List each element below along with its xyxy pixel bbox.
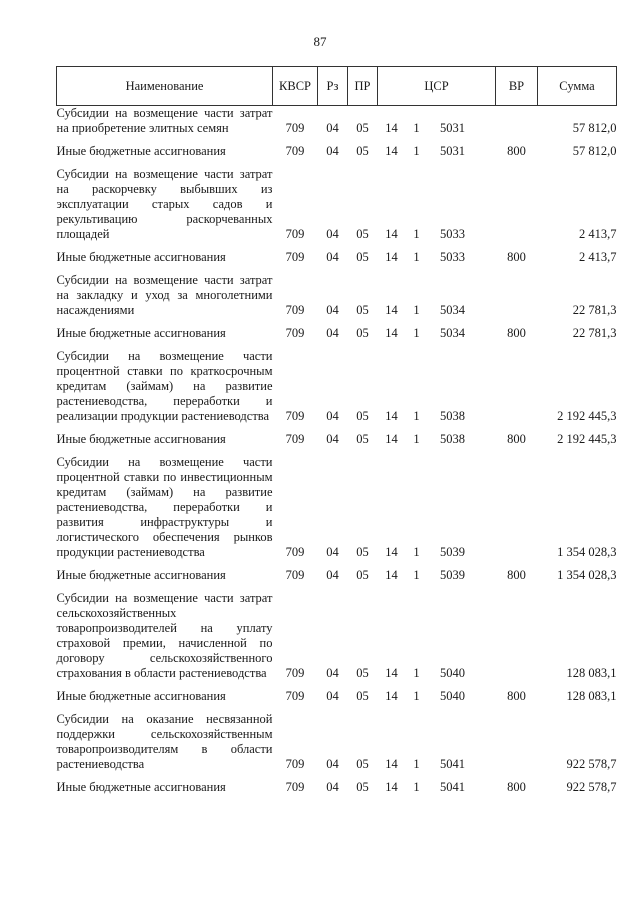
row-kvsr: 709	[285, 757, 305, 771]
row-csr-subprogram: 1	[413, 780, 420, 794]
row-rz: 04	[326, 780, 339, 794]
row-sum: 2 192 445,3	[557, 432, 617, 446]
row-csr-subprogram: 1	[413, 227, 420, 241]
row-kvsr: 709	[285, 780, 305, 794]
table-header-row	[57, 67, 617, 106]
row-csr-program: 14	[385, 568, 398, 582]
row-csr	[378, 250, 496, 265]
row-vr	[496, 167, 538, 242]
table-row	[57, 780, 617, 795]
row-sum: 922 578,7	[566, 757, 617, 771]
header-pr: ПР	[348, 67, 378, 106]
row-vr: 800	[507, 250, 526, 264]
row-csr-code: 5033	[440, 227, 465, 241]
row-csr-program: 14	[385, 227, 398, 241]
row-csr-program: 14	[385, 303, 398, 317]
row-csr-subprogram: 1	[413, 545, 420, 559]
row-spacer	[57, 772, 617, 780]
row-csr-code: 5041	[440, 780, 465, 794]
row-name: Субсидии на возмещение части затрат на приобретение элитных семян	[56, 106, 273, 135]
row-csr-subprogram: 1	[413, 757, 420, 771]
row-kvsr: 709	[285, 666, 305, 680]
row-spacer	[57, 318, 617, 326]
row-kvsr: 709	[285, 227, 305, 241]
table-row	[57, 455, 617, 560]
row-pr: 05	[356, 144, 369, 158]
row-spacer	[57, 136, 617, 144]
row-sum: 2 192 445,3	[557, 409, 617, 423]
row-rz: 04	[326, 409, 339, 423]
row-kvsr: 709	[285, 689, 305, 703]
row-csr	[378, 780, 496, 795]
row-sum: 1 354 028,3	[557, 568, 617, 582]
row-kvsr: 709	[285, 432, 305, 446]
row-csr	[378, 106, 496, 137]
row-name: Иные бюджетные ассигнования	[56, 689, 226, 703]
header-rz: Рз	[318, 67, 348, 106]
row-csr-program: 14	[385, 666, 398, 680]
row-csr-subprogram: 1	[413, 666, 420, 680]
row-csr-subprogram: 1	[413, 303, 420, 317]
row-name: Субсидии на возмещение части затрат на закладку и уход за многолетними насаждениями	[56, 273, 273, 317]
row-vr	[496, 591, 538, 681]
row-pr: 05	[356, 666, 369, 680]
header-vr: ВР	[496, 67, 538, 106]
row-sum: 22 781,3	[572, 326, 617, 340]
row-rz: 04	[326, 250, 339, 264]
page-number: 87	[313, 34, 327, 49]
row-csr	[378, 591, 496, 681]
row-rz: 04	[326, 326, 339, 340]
row-csr-subprogram: 1	[413, 432, 420, 446]
row-vr: 800	[507, 689, 526, 703]
row-csr	[378, 326, 496, 341]
row-sum: 22 781,3	[572, 303, 617, 317]
header-kvsr: КВСР	[273, 67, 318, 106]
row-vr: 800	[507, 780, 526, 794]
row-rz: 04	[326, 227, 339, 241]
row-name: Иные бюджетные ассигнования	[56, 144, 226, 158]
row-csr	[378, 349, 496, 424]
row-spacer	[57, 242, 617, 250]
row-csr-code: 5039	[440, 545, 465, 559]
row-csr	[378, 432, 496, 447]
row-csr-subprogram: 1	[413, 409, 420, 423]
row-csr-code: 5040	[440, 666, 465, 680]
row-csr-code: 5038	[440, 432, 465, 446]
row-vr	[496, 273, 538, 318]
row-csr-program: 14	[385, 250, 398, 264]
row-csr	[378, 167, 496, 242]
row-spacer	[57, 560, 617, 568]
budget-table	[56, 66, 617, 795]
row-sum: 128 083,1	[566, 666, 617, 680]
row-name: Субсидии на возмещение части затрат сельскохозяйственных товаропроизводителей на уплату страховой премии, начисленной по договору сельскохозяйственного страхования в области растениеводства	[56, 591, 273, 680]
row-sum: 2 413,7	[579, 227, 617, 241]
row-vr	[496, 349, 538, 424]
table-row	[57, 167, 617, 242]
row-csr-code: 5040	[440, 689, 465, 703]
row-csr	[378, 568, 496, 583]
row-rz: 04	[326, 303, 339, 317]
row-name: Иные бюджетные ассигнования	[56, 432, 226, 446]
row-sum: 1 354 028,3	[557, 545, 617, 559]
row-rz: 04	[326, 568, 339, 582]
row-kvsr: 709	[285, 303, 305, 317]
row-kvsr: 709	[285, 250, 305, 264]
row-rz: 04	[326, 545, 339, 559]
row-spacer	[57, 265, 617, 273]
row-csr-program: 14	[385, 689, 398, 703]
table-row	[57, 689, 617, 704]
row-csr	[378, 144, 496, 159]
row-spacer	[57, 681, 617, 689]
header-name: Наименование	[57, 67, 273, 106]
row-rz: 04	[326, 121, 339, 135]
table-row	[57, 568, 617, 583]
row-vr	[496, 712, 538, 772]
row-pr: 05	[356, 250, 369, 264]
row-kvsr: 709	[285, 121, 305, 135]
row-spacer	[57, 424, 617, 432]
row-csr-program: 14	[385, 757, 398, 771]
row-rz: 04	[326, 757, 339, 771]
row-sum: 2 413,7	[579, 250, 617, 264]
table-row	[57, 591, 617, 681]
row-spacer	[57, 583, 617, 591]
row-name: Иные бюджетные ассигнования	[56, 326, 226, 340]
row-pr: 05	[356, 326, 369, 340]
row-csr-subprogram: 1	[413, 568, 420, 582]
row-csr	[378, 455, 496, 560]
row-csr-program: 14	[385, 780, 398, 794]
row-pr: 05	[356, 432, 369, 446]
row-csr-code: 5034	[440, 303, 465, 317]
row-vr: 800	[507, 432, 526, 446]
row-sum: 57 812,0	[572, 144, 617, 158]
row-pr: 05	[356, 689, 369, 703]
row-name: Иные бюджетные ассигнования	[56, 780, 226, 794]
row-csr	[378, 689, 496, 704]
row-name: Субсидии на возмещение части затрат на раскорчевку выбывших из эксплуатации старых садов и рекультивацию раскорчеванных площадей	[56, 167, 273, 241]
row-csr-program: 14	[385, 432, 398, 446]
table-row	[57, 349, 617, 424]
row-vr	[496, 106, 538, 137]
row-csr-subprogram: 1	[413, 250, 420, 264]
row-vr	[496, 455, 538, 560]
table-row	[57, 144, 617, 159]
table-row	[57, 250, 617, 265]
row-csr	[378, 273, 496, 318]
row-csr-code: 5039	[440, 568, 465, 582]
row-rz: 04	[326, 689, 339, 703]
row-csr-subprogram: 1	[413, 144, 420, 158]
row-spacer	[57, 704, 617, 712]
table-row	[57, 326, 617, 341]
row-pr: 05	[356, 757, 369, 771]
table-row	[57, 106, 617, 137]
row-pr: 05	[356, 409, 369, 423]
row-vr: 800	[507, 144, 526, 158]
row-rz: 04	[326, 432, 339, 446]
row-name: Субсидии на возмещение части процентной ставки по краткосрочным кредитам (займам) на развитие растениеводства, переработки и реализации продукции растениеводства	[56, 349, 273, 423]
row-csr-code: 5033	[440, 250, 465, 264]
row-csr-program: 14	[385, 409, 398, 423]
row-name: Иные бюджетные ассигнования	[56, 250, 226, 264]
row-pr: 05	[356, 780, 369, 794]
row-pr: 05	[356, 227, 369, 241]
row-sum: 128 083,1	[566, 689, 617, 703]
row-kvsr: 709	[285, 326, 305, 340]
row-csr-program: 14	[385, 545, 398, 559]
row-kvsr: 709	[285, 409, 305, 423]
row-spacer	[57, 447, 617, 455]
row-pr: 05	[356, 545, 369, 559]
table-row	[57, 273, 617, 318]
header-csr: ЦСР	[378, 67, 496, 106]
row-name: Иные бюджетные ассигнования	[56, 568, 226, 582]
row-csr-program: 14	[385, 144, 398, 158]
row-pr: 05	[356, 121, 369, 135]
row-sum: 922 578,7	[566, 780, 617, 794]
row-pr: 05	[356, 568, 369, 582]
row-spacer	[57, 341, 617, 349]
row-csr-subprogram: 1	[413, 689, 420, 703]
row-vr: 800	[507, 326, 526, 340]
header-sum: Сумма	[538, 67, 617, 106]
table-row	[57, 432, 617, 447]
row-vr: 800	[507, 568, 526, 582]
row-csr-code: 5031	[440, 121, 465, 135]
row-pr: 05	[356, 303, 369, 317]
row-csr-code: 5041	[440, 757, 465, 771]
row-csr-subprogram: 1	[413, 121, 420, 135]
table-row	[57, 712, 617, 772]
row-csr-code: 5034	[440, 326, 465, 340]
row-rz: 04	[326, 666, 339, 680]
row-name: Субсидии на оказание несвязанной поддержки сельскохозяйственным товаропроизводителям в области растениеводства	[56, 712, 273, 771]
row-csr-subprogram: 1	[413, 326, 420, 340]
row-kvsr: 709	[285, 144, 305, 158]
row-sum: 57 812,0	[572, 121, 617, 135]
row-csr	[378, 712, 496, 772]
row-rz: 04	[326, 144, 339, 158]
row-kvsr: 709	[285, 545, 305, 559]
row-csr-program: 14	[385, 121, 398, 135]
row-csr-code: 5038	[440, 409, 465, 423]
row-name: Субсидии на возмещение части процентной ставки по инвестиционным кредитам (займам) на развитие растениеводства, переработки и развития инфраструктуры и логистического обеспечения рынков продукции растениеводства	[56, 455, 273, 559]
row-kvsr: 709	[285, 568, 305, 582]
row-csr-code: 5031	[440, 144, 465, 158]
row-spacer	[57, 159, 617, 167]
row-csr-program: 14	[385, 326, 398, 340]
